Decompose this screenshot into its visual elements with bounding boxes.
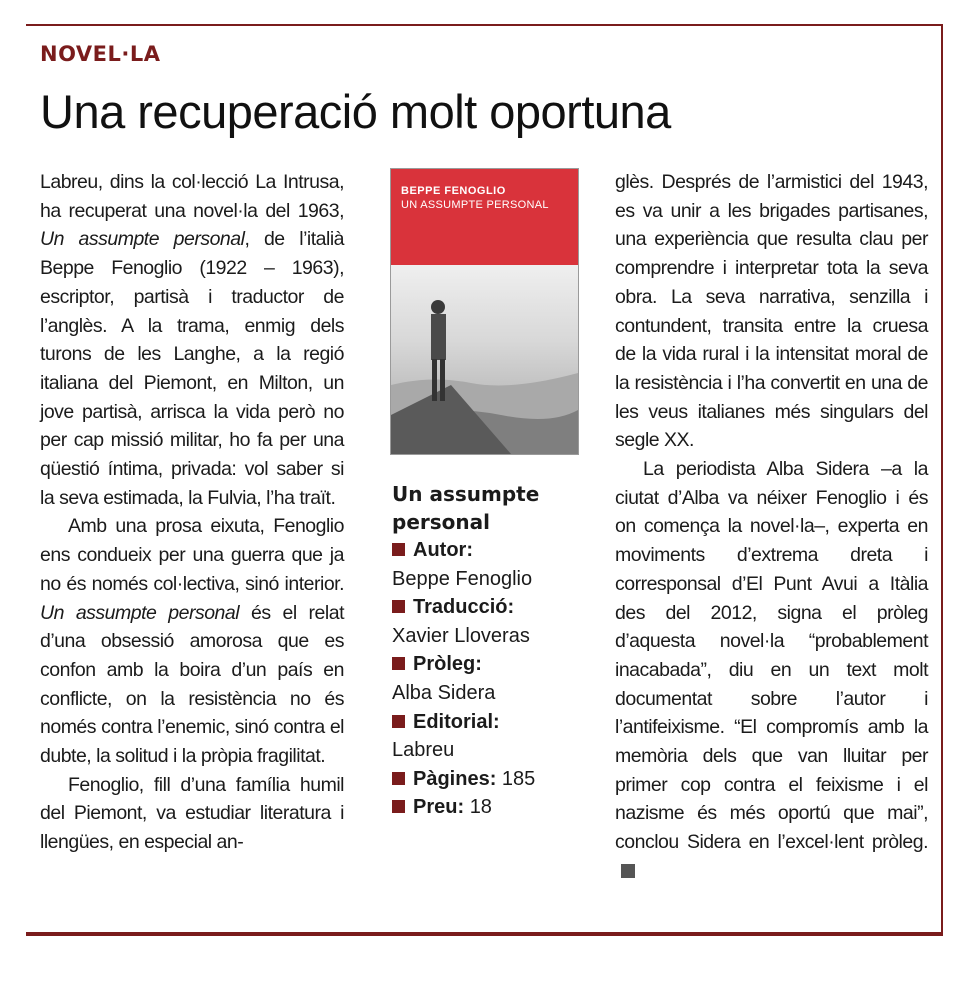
- paragraph: [40, 512, 344, 770]
- book-title-italic: Un assumpte personal: [40, 228, 245, 251]
- paragraph: [40, 771, 344, 857]
- cover-title: UN ASSUMPTE PERSONAL: [401, 199, 549, 211]
- factbox-value: Labreu: [392, 739, 455, 762]
- paragraph: [40, 168, 344, 512]
- bullet-square-icon: [392, 543, 405, 556]
- factbox-item: [392, 650, 592, 679]
- factbox-value-line: [392, 736, 592, 765]
- text-run: Fenoglio, fill d’una família humil del Piemont, va estudiar literatura i llengües, en especial an-: [40, 773, 344, 854]
- text-run: , de l’italià Beppe Fenoglio (1922 – 1963), escriptor, partisà i traductor de l’anglès. A la trama, enmig dels turons de les Langhe, a la regió italiana del Piemont, en Milton, un jove partisà, arrisca la vida però no per cap missió militar, ho fa per una qüestió íntima, privada: vol saber si la seva estimada, la Fulvia, l’ha traït.: [40, 228, 345, 509]
- text-run: glès. Després de l’armistici del 1943, es va unir a les brigades partisanes, una experiència que resulta clau per comprendre i interpretar tota la seva obra. La seva narrativa, senzilla i contundent, transita entre la cruesa de la vida rural i la intensitat moral de la resistència i l’ha convertit en una de les veus italianes més singulars del segle XX.: [615, 171, 928, 452]
- factbox-value: Xavier Lloveras: [392, 624, 530, 647]
- bullet-square-icon: [392, 800, 405, 813]
- headline: Una recuperació molt oportuna: [40, 85, 671, 138]
- factbox-label: Autor:: [413, 539, 473, 561]
- factbox-items: [392, 536, 592, 822]
- factbox-title: Un assumpte personal: [392, 482, 540, 534]
- factbox-item: [392, 593, 592, 622]
- bullet-square-icon: [392, 600, 405, 613]
- section-label: NOVEL·LA: [40, 42, 161, 66]
- bullet-square-icon: [392, 715, 405, 728]
- factbox-value-line: [392, 622, 592, 651]
- cover-photo: [391, 265, 578, 454]
- factbox-value-line: [392, 679, 592, 708]
- factbox: [392, 480, 592, 822]
- paragraph: [615, 455, 928, 886]
- factbox-label: Pàgines:: [413, 767, 497, 790]
- bottom-rule: [26, 932, 943, 936]
- factbox-label: Pròleg:: [413, 653, 482, 676]
- factbox-value: 185: [501, 767, 536, 790]
- factbox-value: Beppe Fenoglio: [392, 567, 533, 590]
- bullet-square-icon: [392, 772, 405, 785]
- cover-red-band: [391, 169, 578, 265]
- text-run: és el relat d’una obsessió amorosa que es confon amb la boira d’un país en conflicte, on la resistència no és només contra l’enemic, sinó contra el dubte, la solitud i la pròpia fragilitat.: [40, 601, 344, 768]
- factbox-item: [392, 536, 592, 565]
- cover-author: BEPPE FENOGLIO: [401, 185, 506, 197]
- text-run: Amb una prosa eixuta, Fenoglio ens condueix per una guerra que ja no és només col·lectiva, sinó interior.: [40, 515, 344, 595]
- top-rule: [26, 24, 943, 26]
- text-run: Labreu, dins la col·lecció La Intrusa, ha recuperat una novel·la del 1963,: [40, 171, 344, 222]
- factbox-value-line: [392, 565, 592, 594]
- factbox-value: Alba Sidera: [392, 681, 496, 704]
- cover-photo-illustration: [391, 265, 578, 454]
- text-run: La periodista Alba Sidera –a la ciutat d’Alba va néixer Fenoglio i és on comença la novel·la–, experta en moviments d’extrema dreta i corresponsal d’El Punt Avui a Itàlia des del 2012, signa el pròleg d’aquesta novel·la “probablement inacabada”, diu en un text molt documentat sobre l’autor i l’antifeixisme. “El compromís amb la memòria dels que van lluitar per primer cop contra el feixisme i el nazisme és més oportú que mai”, conclou Sidera en l’excel·lent pròleg.: [615, 458, 928, 854]
- article-column-1: [40, 168, 344, 857]
- paragraph: [615, 168, 928, 455]
- book-cover-image: [390, 168, 579, 455]
- right-rule: [941, 24, 943, 936]
- bullet-square-icon: [392, 657, 405, 670]
- factbox-value: 18: [469, 796, 492, 819]
- article-column-3: [615, 168, 928, 886]
- factbox-item: [392, 708, 592, 737]
- factbox-item: [392, 765, 592, 794]
- factbox-item: [392, 793, 592, 822]
- end-of-article-mark: [621, 864, 635, 878]
- book-title-italic: Un assumpte personal: [40, 601, 240, 624]
- factbox-label: Editorial:: [413, 710, 500, 733]
- factbox-label: Preu:: [413, 796, 465, 819]
- factbox-label: Traducció:: [413, 596, 515, 619]
